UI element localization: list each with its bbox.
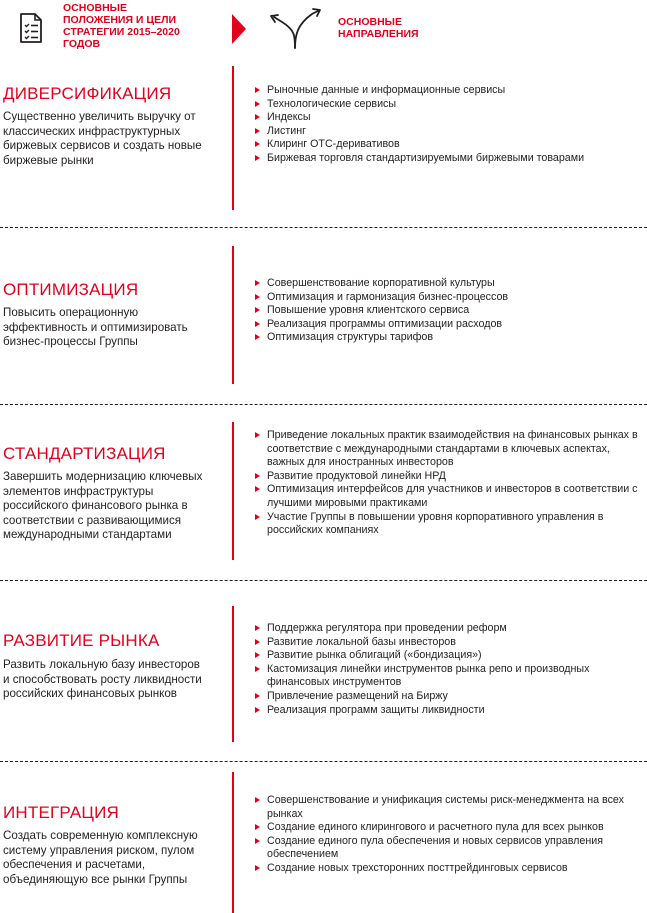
- dashed-divider: [0, 761, 647, 762]
- section-divider-line: [232, 772, 234, 913]
- triangle-bullet-icon: [255, 307, 260, 313]
- bullet-list: [255, 84, 640, 166]
- triangle-bullet-icon: [255, 486, 260, 492]
- triangle-bullet-icon: [255, 838, 260, 844]
- bullet-list: [255, 794, 640, 876]
- triangle-bullet-icon: [255, 294, 260, 300]
- list-item: Технологические сервисы: [255, 98, 640, 112]
- section-divider-line: [232, 66, 234, 210]
- section-divider-line: [232, 246, 234, 384]
- list-item: Создание новых трехсторонних посттрейдинговых сервисов: [255, 862, 640, 876]
- list-item: Поддержка регулятора при проведении реформ: [255, 622, 640, 636]
- list-item: Приведение локальных практик взаимодействия на финансовых рынках в соответствие с международными стандартами в ключевых аспектах, важных для иностранных инвесторов: [255, 429, 640, 470]
- triangle-bullet-icon: [255, 432, 260, 438]
- triangle-bullet-icon: [255, 625, 260, 631]
- triangle-bullet-icon: [255, 652, 260, 658]
- section-description: Создать современную комплексную систему управления риском, пулом обеспечения и расчетами, объединяющую все рынки Группы: [3, 829, 198, 886]
- list-item: Совершенствование и унификация системы риск-менеджмента на всех рынках: [255, 794, 640, 821]
- triangle-bullet-icon: [255, 824, 260, 830]
- dashed-divider: [0, 227, 647, 228]
- section-title: ДИВЕРСИФИКАЦИЯ: [3, 84, 172, 103]
- bullet-list: [255, 277, 640, 345]
- triangle-bullet-icon: [255, 639, 260, 645]
- section-description: Завершить модернизацию ключевых элементов инфраструктуры российского финансового рынка в соответствии с развивающимися международными стандартами: [3, 470, 203, 541]
- list-item: Клиринг ОТС-деривативов: [255, 138, 640, 152]
- checklist-icon: [19, 13, 43, 48]
- list-item: Оптимизация и гармонизация бизнес-процессов: [255, 291, 640, 305]
- section-title: ОПТИМИЗАЦИЯ: [3, 280, 139, 299]
- triangle-bullet-icon: [255, 87, 260, 93]
- section-title: РАЗВИТИЕ РЫНКА: [3, 631, 160, 650]
- list-item: Участие Группы в повышении уровня корпоративного управления в российских компаниях: [255, 511, 640, 538]
- triangle-bullet-icon: [255, 321, 260, 327]
- list-item: Кастомизация линейки инструментов рынка репо и производных финансовых инструментов: [255, 663, 640, 690]
- list-item: Повышение уровня клиентского сервиса: [255, 304, 640, 318]
- header: [0, 0, 647, 56]
- split-arrows-icon: [268, 8, 324, 55]
- section-description: Существенно увеличить выручку от классических инфраструктурных биржевых сервисов и создать новые биржевые рынки: [3, 110, 202, 167]
- header-right-title: ОСНОВНЫЕ НАПРАВЛЕНИЯ: [338, 16, 419, 40]
- triangle-bullet-icon: [255, 514, 260, 520]
- list-item: Реализация программы оптимизации расходов: [255, 318, 640, 332]
- triangle-bullet-icon: [255, 141, 260, 147]
- list-item: Создание единого пула обеспечения и новых сервисов управления обеспечением: [255, 835, 640, 862]
- triangle-bullet-icon: [255, 666, 260, 672]
- triangle-bullet-icon: [255, 101, 260, 107]
- bullet-list: [255, 429, 640, 538]
- section-description: Развить локальную базу инвесторов и способствовать росту ликвидности российских финансовых рынков: [3, 658, 202, 700]
- triangle-bullet-icon: [255, 155, 260, 161]
- header-left-title: ОСНОВНЫЕ ПОЛОЖЕНИЯ И ЦЕЛИ СТРАТЕГИИ 2015–2020 ГОДОВ: [63, 2, 180, 50]
- triangle-bullet-icon: [255, 334, 260, 340]
- triangle-bullet-icon: [255, 128, 260, 134]
- list-item: Развитие продуктовой линейки НРД: [255, 470, 640, 484]
- list-item: Совершенствование корпоративной культуры: [255, 277, 640, 291]
- bullet-list: [255, 622, 640, 717]
- list-item: Оптимизация структуры тарифов: [255, 331, 640, 345]
- triangle-bullet-icon: [255, 473, 260, 479]
- list-item: Реализация программ защиты ликвидности: [255, 704, 640, 718]
- list-item: Оптимизация интерфейсов для участников и инвесторов в соответствии с лучшими мировыми практиками: [255, 483, 640, 510]
- dashed-divider: [0, 404, 647, 405]
- section-description: Повысить операционную эффективность и оптимизировать бизнес-процессы Группы: [3, 306, 188, 348]
- dashed-divider: [0, 580, 647, 581]
- section-divider-line: [232, 422, 234, 560]
- section-divider-line: [232, 606, 234, 742]
- list-item: Биржевая торговля стандартизируемыми биржевыми товарами: [255, 152, 640, 166]
- list-item: Индексы: [255, 111, 640, 125]
- section-title: ИНТЕГРАЦИЯ: [3, 803, 120, 822]
- section-title: СТАНДАРТИЗАЦИЯ: [3, 444, 166, 463]
- list-item: Создание единого клирингового и расчетного пула для всех рынков: [255, 821, 640, 835]
- arrow-right-icon: [232, 14, 246, 49]
- triangle-bullet-icon: [255, 707, 260, 713]
- list-item: Развитие локальной базы инвесторов: [255, 636, 640, 650]
- list-item: Листинг: [255, 125, 640, 139]
- triangle-bullet-icon: [255, 693, 260, 699]
- triangle-bullet-icon: [255, 280, 260, 286]
- list-item: Развитие рынка облигаций («бондизация»): [255, 649, 640, 663]
- triangle-bullet-icon: [255, 797, 260, 803]
- list-item: Рыночные данные и информационные сервисы: [255, 84, 640, 98]
- triangle-bullet-icon: [255, 865, 260, 871]
- list-item: Привлечение размещений на Биржу: [255, 690, 640, 704]
- triangle-bullet-icon: [255, 114, 260, 120]
